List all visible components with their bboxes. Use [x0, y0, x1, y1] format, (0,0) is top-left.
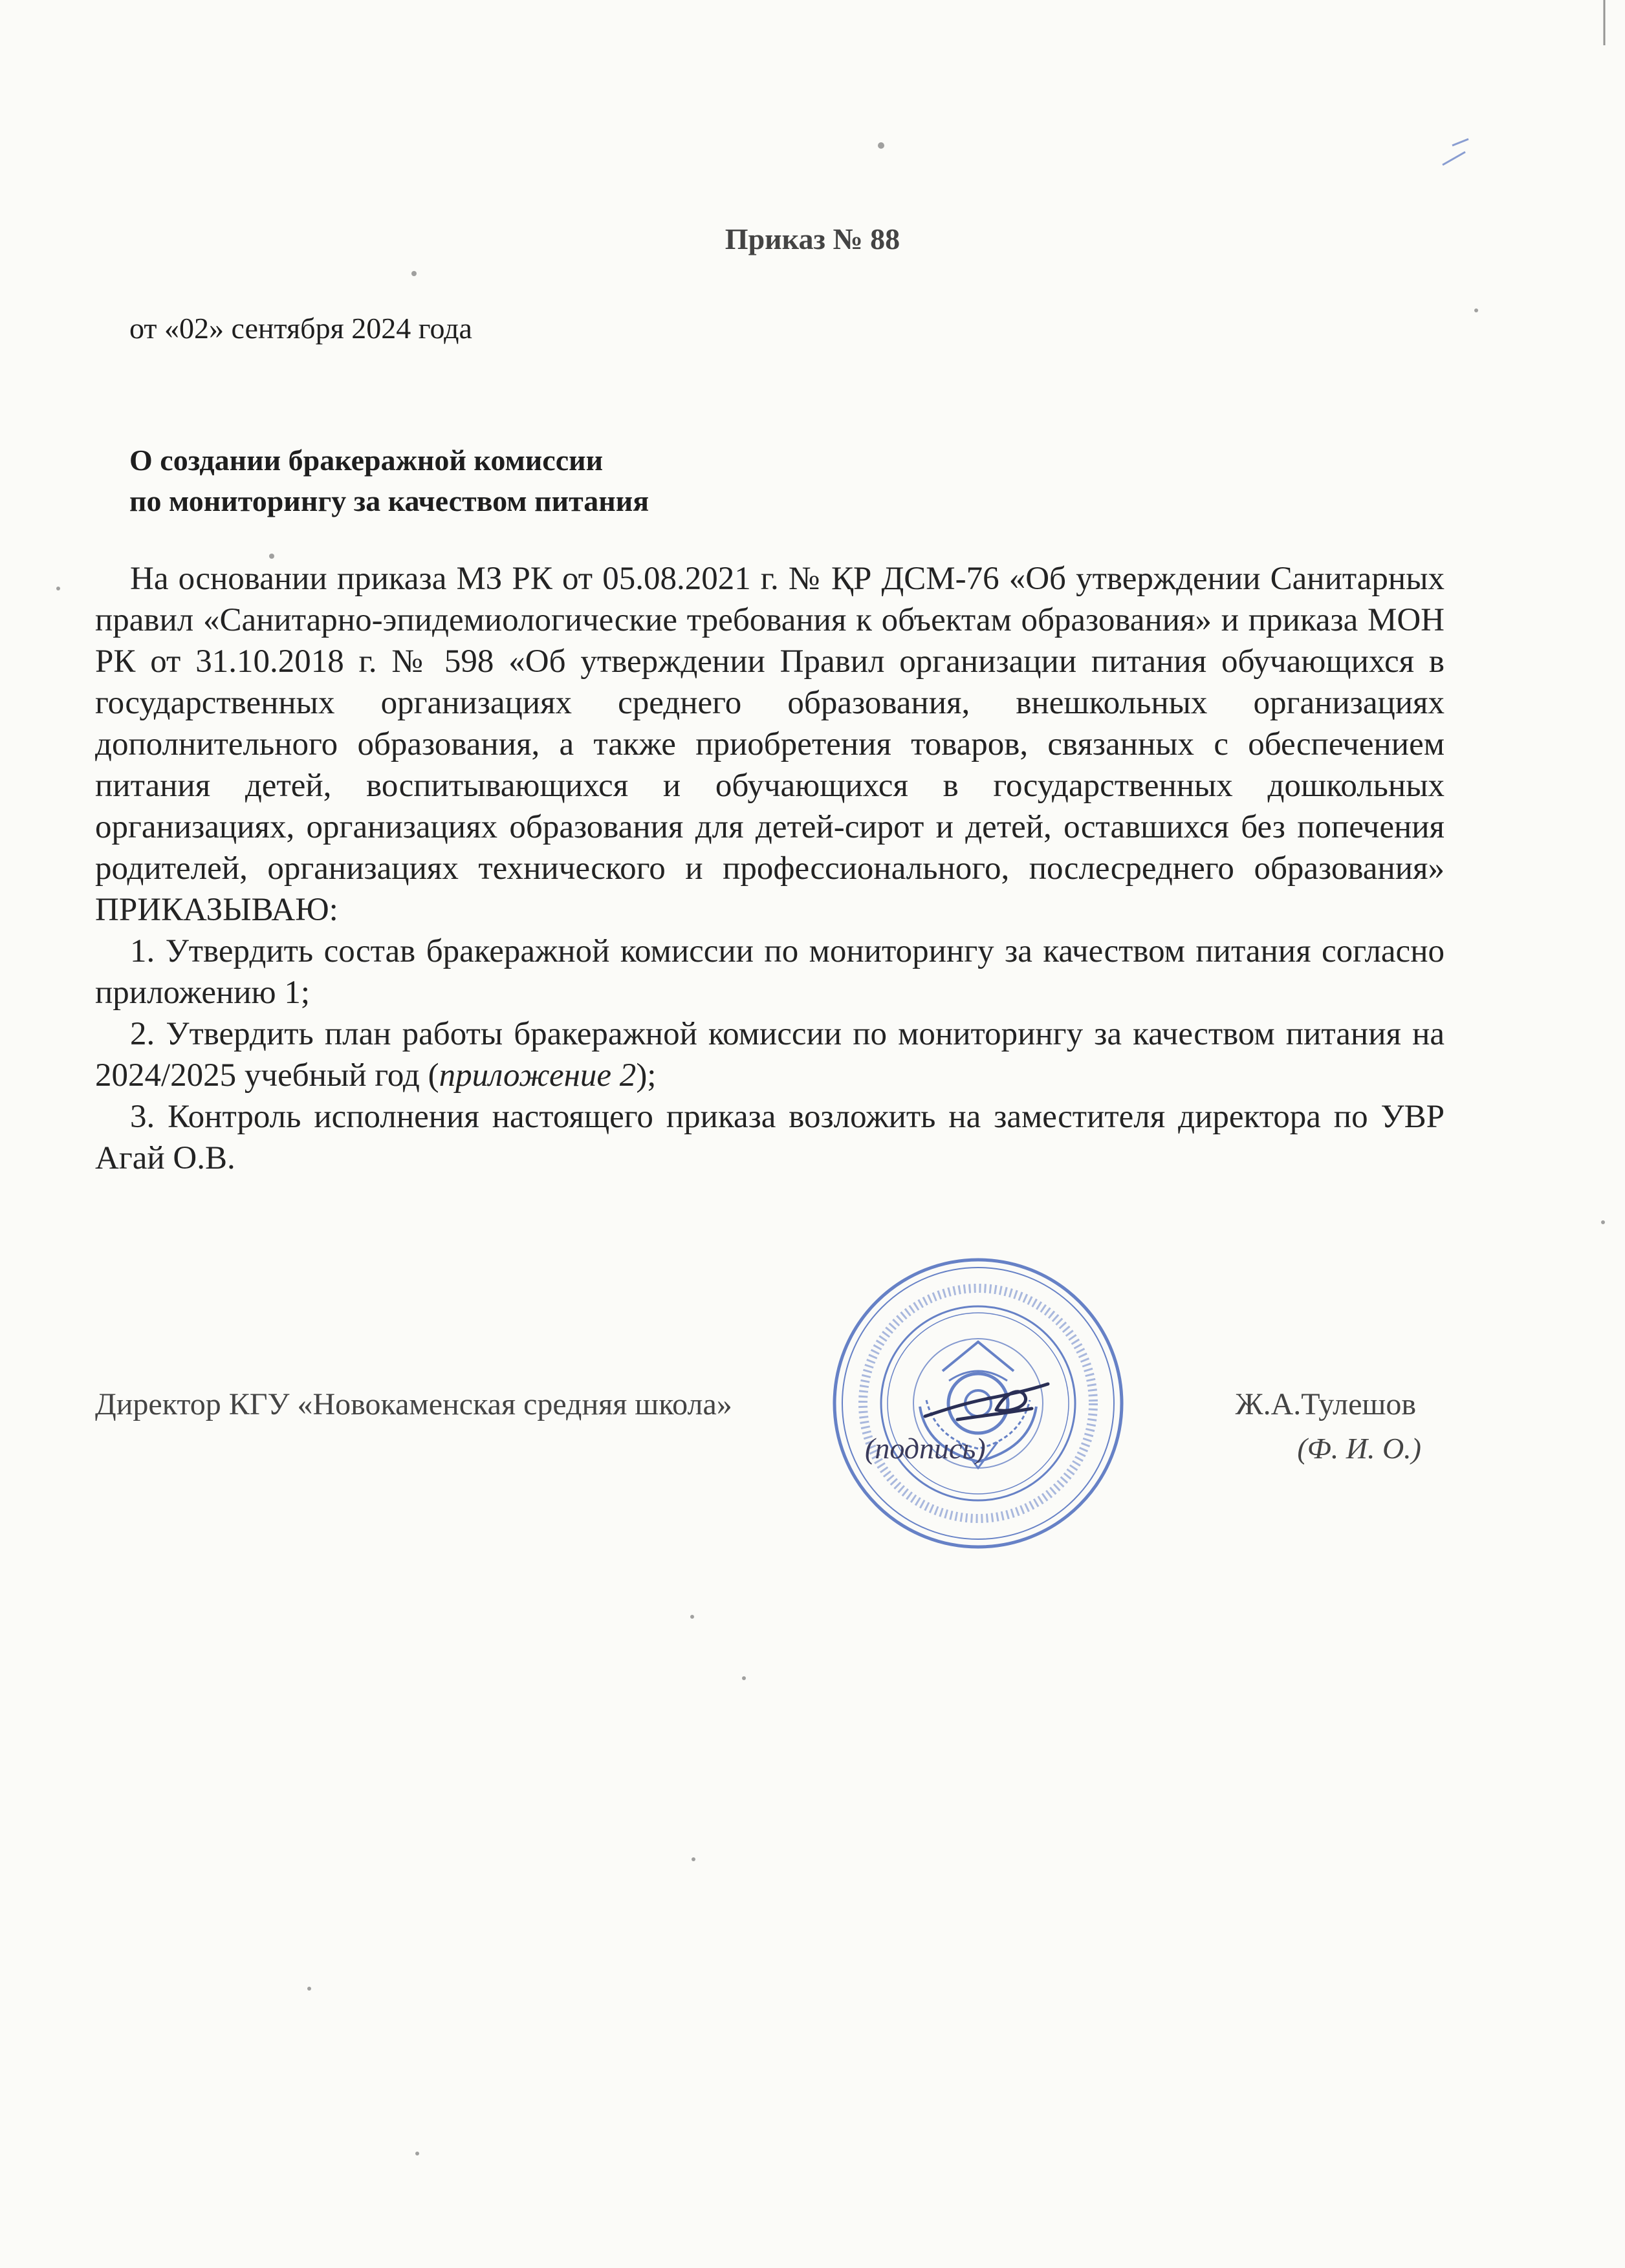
order-item-2-italic: приложение 2: [439, 1057, 637, 1094]
preamble-paragraph: На основании приказа МЗ РК от 05.08.2021 г. № ҚР ДСМ-76 «Об утверждении Санитарных правил «Санитарно-эпидемиологические требования к объектам образования» и приказа МОН РК от 31.10.2018 г. № 598 «Об утверждении Правил организации питания обучающихся в государственных организациях среднего образования, внешкольных организациях дополнительного образования, а также приобретения товаров, связанных с обеспечением питания детей, воспитывающихся и обучающихся в государственных дошкольных организациях, организациях образования для детей-сирот и детей, оставшихся без попечения родителей, организациях технического и профессионального, послесреднего образования» ПРИКАЗЫВАЮ:: [95, 561, 1445, 928]
subject-line-2: по мониторингу за качеством питания: [129, 484, 649, 517]
signatory-position: Директор КГУ «Новокаменская средняя школа»: [95, 1387, 732, 1421]
document-date: от «02» сентября 2024 года: [129, 312, 472, 345]
signature-caption: (подпись): [865, 1432, 986, 1465]
document-title: Приказ № 88: [725, 222, 900, 255]
order-item-3-text: 3. Контроль исполнения настоящего приказа возложить на заместителя директора по УВР Агай О.В.: [95, 1099, 1445, 1176]
order-item-2-tail: );: [636, 1057, 657, 1094]
signatory-name: Ж.А.Тулешов: [1235, 1387, 1416, 1421]
order-item-1-text: 1. Утвердить состав бракеражной комиссии по мониторингу за качеством питания согласно приложению 1;: [95, 933, 1445, 1011]
order-item-2-text: 2. Утвердить план работы бракеражной комиссии по мониторингу за качеством питания на 2024/2025 учебный год (: [95, 1016, 1445, 1094]
fio-caption: (Ф. И. О.): [1297, 1432, 1421, 1465]
subject-line-1: О создании бракеражной комиссии: [129, 444, 604, 477]
